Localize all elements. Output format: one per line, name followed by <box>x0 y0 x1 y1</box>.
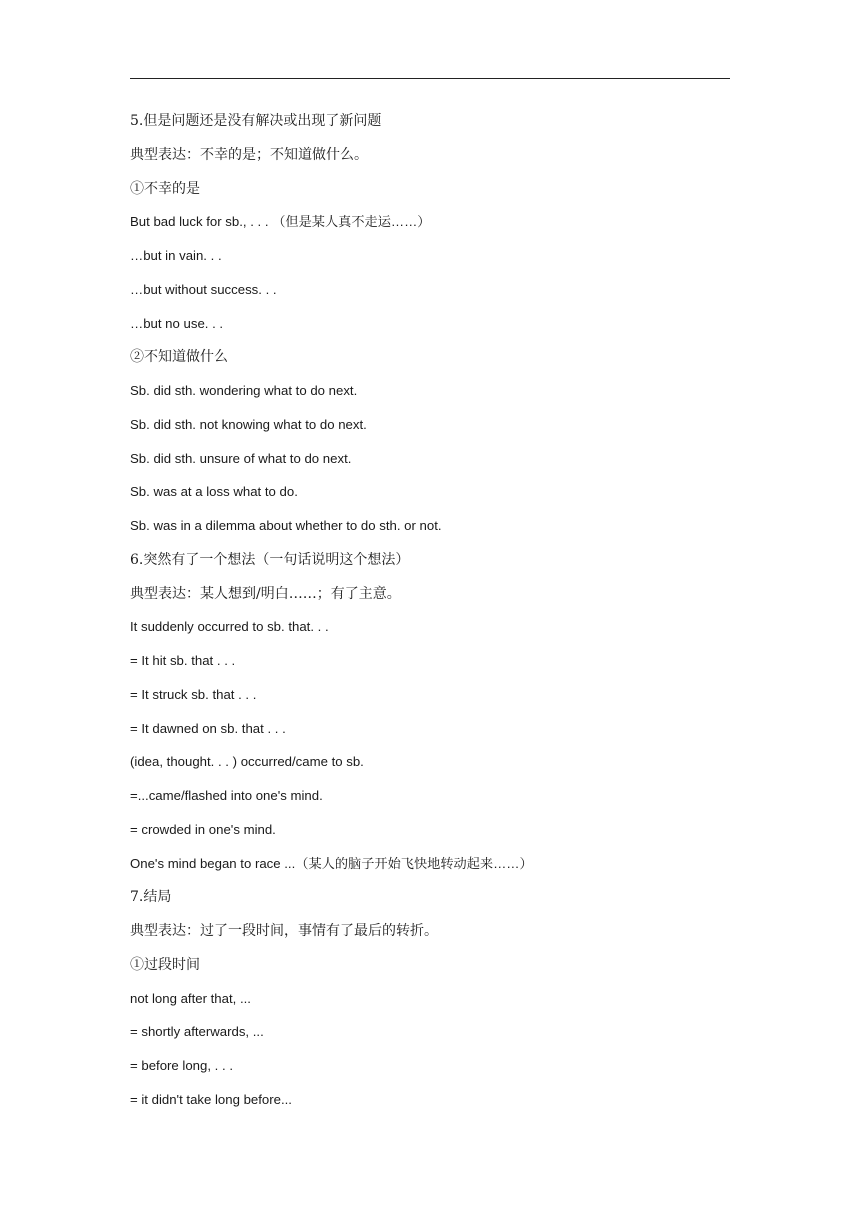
typical-expression-6: 典型表达：某人想到/明白……；有了主意。 <box>130 585 401 602</box>
expression-line: = it didn't take long before... <box>130 1091 292 1107</box>
subheading-after-a-while: ①过段时间 <box>130 956 200 973</box>
expression-line: =...came/flashed into one's mind. <box>130 788 323 803</box>
expression-line: …but in vain. . . <box>130 248 222 263</box>
section-heading-7: 7.结局 <box>130 889 172 906</box>
expression-line: But bad luck for sb., . . . （但是某人真不走运……） <box>130 214 431 230</box>
section-heading-6: 6.突然有了一个想法（一句话说明这个想法） <box>130 551 410 568</box>
expression-line: Sb. did sth. unsure of what to do next. <box>130 450 352 466</box>
expression-line-mixed: One's mind began to race ...（某人的脑子开始飞快地转动起来……） <box>130 855 533 871</box>
header-rule <box>130 78 730 79</box>
expression-line: not long after that, ... <box>130 990 251 1006</box>
section-heading-5: 5.但是问题还是没有解决或出现了新问题 <box>130 113 382 129</box>
expression-line: It suddenly occurred to sb. that. . . <box>130 619 329 635</box>
expression-line: Sb. did sth. wondering what to do next. <box>130 383 358 398</box>
expression-line: …but without success. . . <box>130 281 277 297</box>
expression-line: (idea, thought. . . ) occurred/came to sb. <box>130 754 364 770</box>
expression-line: Sb. did sth. not knowing what to do next. <box>130 416 367 432</box>
typical-expression-7: 典型表达：过了一段时间，事情有了最后的转折。 <box>130 923 438 939</box>
expression-line: = before long, . . . <box>130 1058 234 1073</box>
document-body <box>130 108 730 1121</box>
expression-line: = shortly afterwards, ... <box>130 1024 264 1040</box>
typical-expression-5: 典型表达：不幸的是；不知道做什么。 <box>130 146 368 163</box>
expression-line: = It dawned on sb. that . . . <box>130 720 286 736</box>
expression-line: Sb. was at a loss what to do. <box>130 484 298 500</box>
expression-line: = crowded in one's mind. <box>130 821 276 837</box>
subheading-dont-know-what-to-do: ②不知道做什么 <box>130 349 228 366</box>
subheading-unfortunately: ①不幸的是 <box>130 180 200 197</box>
expression-line: = It struck sb. that . . . <box>130 686 257 702</box>
expression-line: …but no use. . . <box>130 315 224 331</box>
expression-line: = It hit sb. that . . . <box>130 653 236 668</box>
expression-line: Sb. was in a dilemma about whether to do sth. or not. <box>130 518 442 533</box>
